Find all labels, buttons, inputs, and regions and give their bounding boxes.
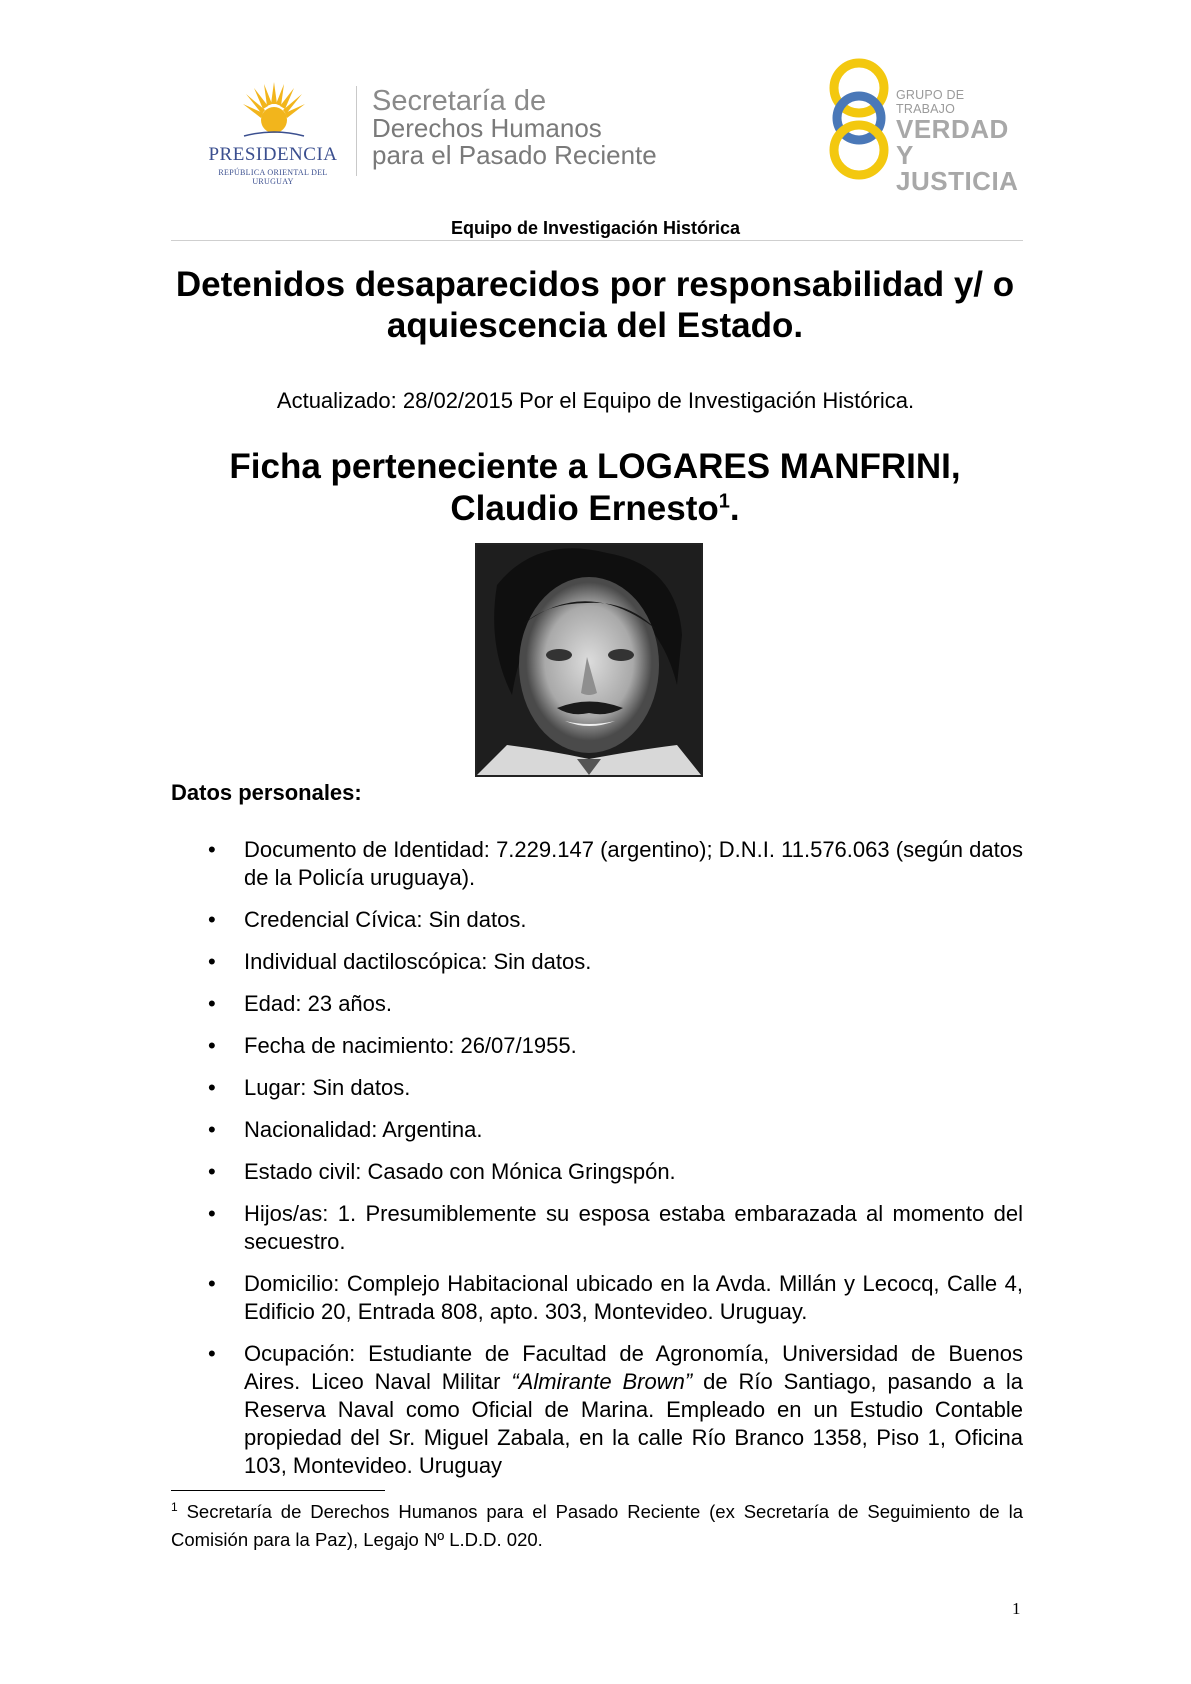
footnote-number: 1 xyxy=(171,1499,178,1514)
portrait-image xyxy=(477,545,701,775)
list-item xyxy=(171,1074,1023,1102)
footnote-text: Secretaría de Derechos Humanos para el Pasado Reciente (ex Secretaría de Seguimiento de la Comisión para la Paz), Legajo Nº L.D.D. 020. xyxy=(171,1501,1023,1550)
presidencia-name: PRESIDENCIA xyxy=(208,144,338,165)
list-item xyxy=(171,1032,1023,1060)
list-item xyxy=(171,990,1023,1018)
footnote xyxy=(171,1498,1023,1554)
list-item xyxy=(171,1158,1023,1186)
gtvj-line-2: JUSTICIA xyxy=(896,166,1019,196)
ficha-title-end: . xyxy=(729,489,740,528)
secretaria-logo xyxy=(372,85,657,170)
personal-data-list xyxy=(171,836,1023,1494)
footnote-reference[interactable]: 1 xyxy=(718,490,730,513)
list-item xyxy=(171,1116,1023,1144)
interlocked-rings-icon xyxy=(824,58,894,180)
list-item-text: Lugar: Sin datos. xyxy=(244,1075,411,1100)
list-item-text: Documento de Identidad: 7.229.147 (argentino); D.N.I. 11.576.063 (según datos de la Policía uruguaya). xyxy=(244,837,1023,890)
bullet-icon: • xyxy=(208,1201,216,1226)
occupation-school-name: “Almirante Brown” xyxy=(511,1369,693,1394)
bullet-icon: • xyxy=(208,1033,216,1058)
section-heading: Datos personales: xyxy=(171,780,362,805)
ficha-title xyxy=(160,446,1030,530)
ficha-title-line-1: Ficha perteneciente a LOGARES MANFRINI, xyxy=(229,447,961,486)
updated-line: Actualizado: 28/02/2015 Por el Equipo de Investigación Histórica. xyxy=(276,388,915,413)
list-item xyxy=(171,948,1023,976)
footnote-separator xyxy=(171,1490,385,1491)
list-item-occupation xyxy=(171,1340,1023,1480)
list-item xyxy=(171,1200,1023,1256)
list-item xyxy=(171,836,1023,892)
header-rule xyxy=(171,240,1023,241)
list-item-text: Nacionalidad: Argentina. xyxy=(244,1117,483,1142)
ficha-title-line-2 xyxy=(160,488,1030,530)
bullet-icon: • xyxy=(208,1159,216,1184)
document-title: Detenidos desaparecidos por responsabilidad y/ o aquiescencia del Estado. xyxy=(175,265,1015,345)
list-item-text: Fecha de nacimiento: 26/07/1955. xyxy=(244,1033,577,1058)
presidencia-logo xyxy=(198,80,348,186)
list-item xyxy=(171,906,1023,934)
gtvj-small-label: GRUPO DE TRABAJO xyxy=(896,88,965,116)
verdad-justicia-logo xyxy=(824,58,1024,196)
bullet-icon: • xyxy=(208,1341,216,1366)
secretaria-line-3: para el Pasado Reciente xyxy=(372,140,657,170)
bullet-icon: • xyxy=(208,1075,216,1100)
page-number: 1 xyxy=(1012,1599,1021,1618)
logo-divider xyxy=(356,86,357,176)
team-header: Equipo de Investigación Histórica xyxy=(450,218,741,238)
secretaria-line-2: Derechos Humanos xyxy=(372,113,602,143)
secretaria-line-1: Secretaría de xyxy=(372,85,547,117)
ficha-person-name: Claudio Ernesto xyxy=(450,489,719,528)
bullet-icon: • xyxy=(208,991,216,1016)
bullet-icon: • xyxy=(208,837,216,862)
bullet-icon: • xyxy=(208,907,216,932)
bullet-icon: • xyxy=(208,1271,216,1296)
portrait-photo xyxy=(475,543,703,777)
sun-emblem-icon xyxy=(242,80,306,144)
list-item-text: Individual dactiloscópica: Sin datos. xyxy=(244,949,592,974)
bullet-icon: • xyxy=(208,1117,216,1142)
list-item-text: Estado civil: Casado con Mónica Gringspón. xyxy=(244,1159,676,1184)
list-item-text: Credencial Cívica: Sin datos. xyxy=(244,907,527,932)
occupation-text-before: Ocupación: Estudiante de Facultad de Agronomía, Universidad de Buenos Aires. Liceo Naval Militar xyxy=(244,1341,1023,1394)
list-item xyxy=(171,1270,1023,1326)
occupation-text-after: de Río Santiago, pasando a la Reserva Naval como Oficial de Marina. Empleado en un Estudio Contable propiedad del Sr. Miguel Zabala, en la calle Río Branco 1358, Piso 1, Oficina 103, Montevideo. Uruguay xyxy=(244,1369,1024,1478)
presidencia-subtitle: REPÚBLICA ORIENTAL DEL URUGUAY xyxy=(218,168,328,186)
list-item-text: Edad: 23 años. xyxy=(244,991,393,1016)
bullet-icon: • xyxy=(208,949,216,974)
list-item-text: Domicilio: Complejo Habitacional ubicado en la Avda. Millán y Lecocq, Calle 4, Edificio 20, Entrada 808, apto. 303, Montevideo. Uruguay. xyxy=(244,1271,1023,1324)
verdad-justicia-text xyxy=(896,88,1024,194)
list-item-text: Hijos/as: 1. Presumiblemente su esposa estaba embarazada al momento del secuestro. xyxy=(244,1201,1023,1254)
gtvj-line-1: VERDAD Y xyxy=(896,114,1009,170)
